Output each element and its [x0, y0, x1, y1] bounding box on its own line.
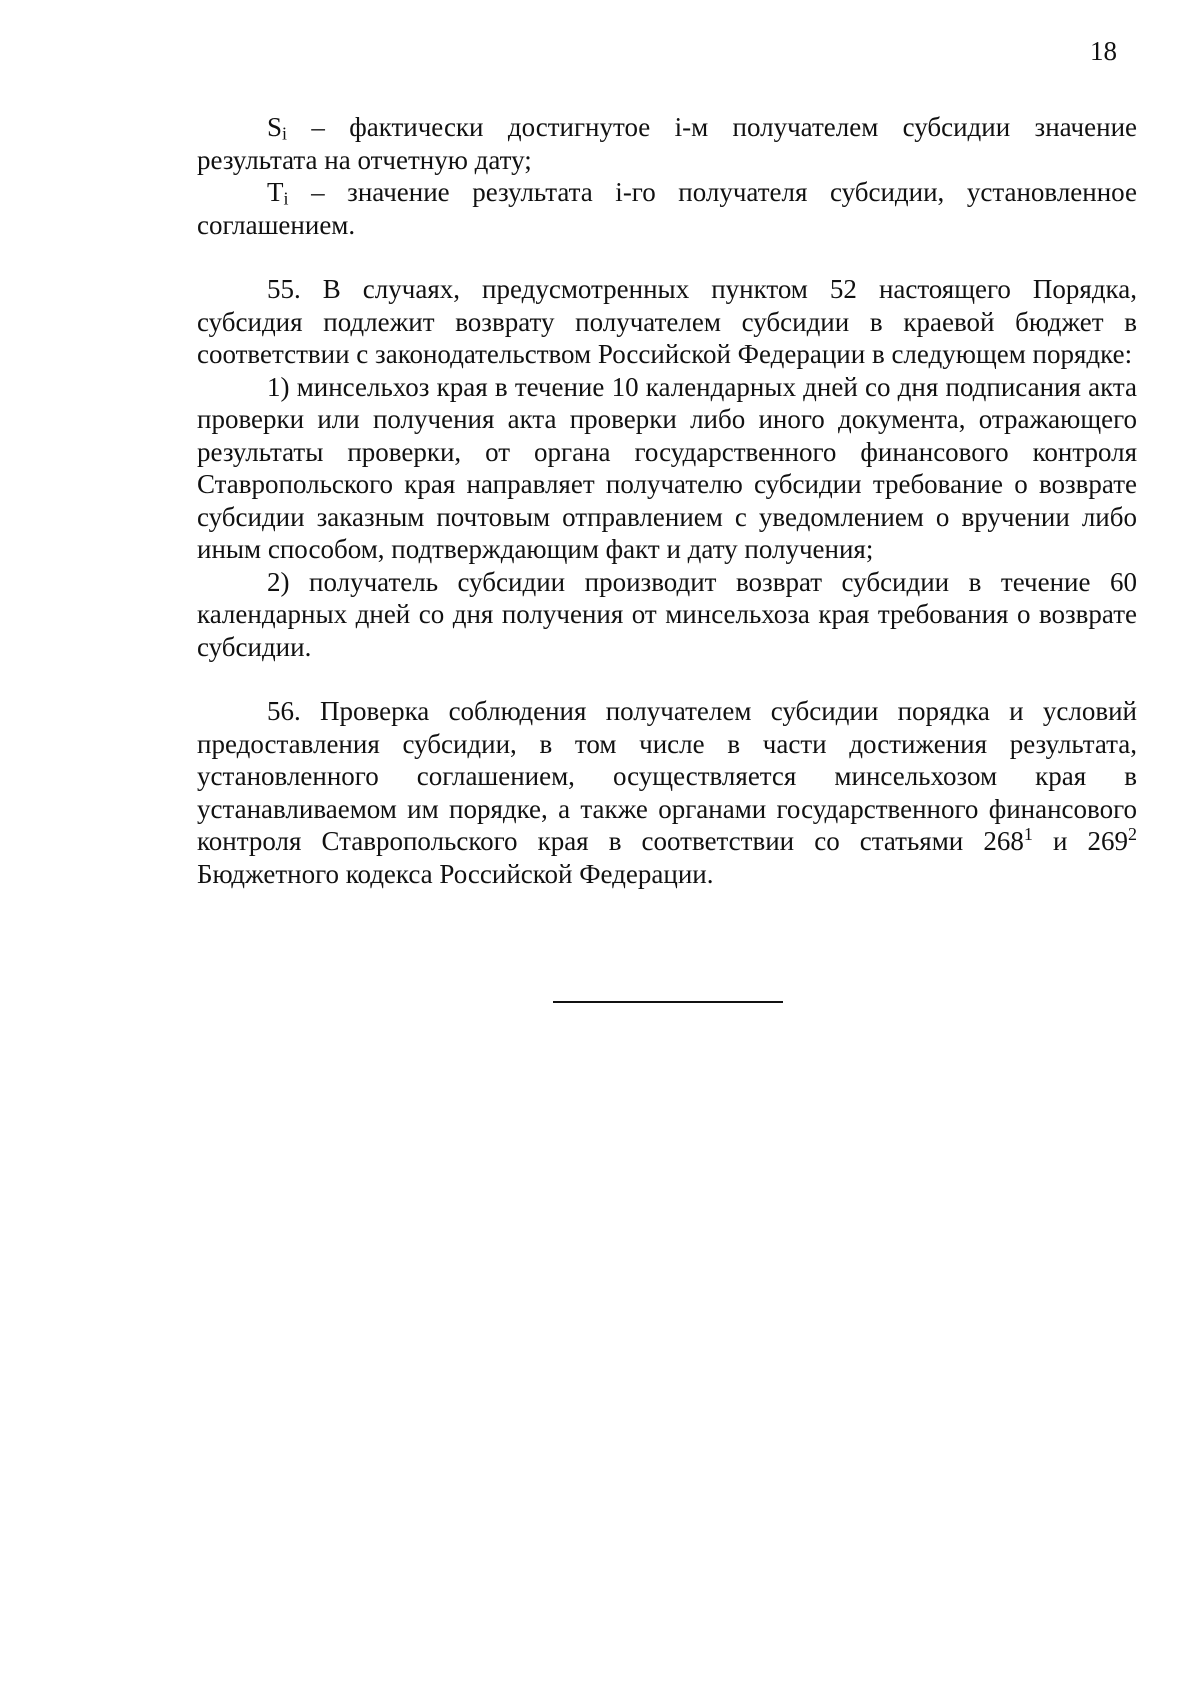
paragraph-gap — [197, 663, 1137, 695]
definition-text: – значение результата i-го получателя субсидии, установленное соглашением. — [197, 177, 1137, 240]
section-55-intro: 55. В случаях, предусмотренных пунктом 52 настоящего Порядка, субсидия подлежит возврату получателем субсидии в краевой бюджет в соответствии с законодательством Российской Федерации в следующем порядке: — [197, 274, 1137, 369]
definition-s — [197, 111, 1137, 176]
paragraph-gap — [197, 241, 1137, 273]
definition-text: – фактически достигнутое i-м получателем субсидии значение результата на отчетную дату; — [197, 112, 1137, 175]
document-body — [197, 111, 1137, 890]
definition-index: i — [282, 123, 288, 144]
section-56-text-middle: и 269 — [1032, 826, 1129, 856]
section-56-text-before: 56. Проверка соблюдения получателем субсидии порядка и условий предоставления субсидии, в том числе в части достижения результата, установленного соглашением, осуществляется минсельхозом края в устанавливаемом им порядке, а также органами государственного финансового контроля Ставропольского края в соответствии со статьями 268 — [197, 696, 1137, 856]
end-rule — [553, 1001, 783, 1003]
page-number: 18 — [1090, 36, 1117, 66]
definition-index: i — [283, 188, 289, 209]
section-56-text-after: Бюджетного кодекса Российской Федерации. — [197, 858, 714, 889]
section-56 — [197, 695, 1137, 890]
definition-symbol: T — [267, 177, 284, 207]
definition-t — [197, 176, 1137, 241]
section-55-item-2: 2) получатель субсидии производит возврат субсидии в течение 60 календарных дней со дня получения от минсельхоза края требования о возврате субсидии. — [197, 566, 1137, 662]
superscript-2: 2 — [1128, 824, 1138, 845]
superscript-1: 1 — [1023, 824, 1033, 845]
section-55-item-1: 1) минсельхоз края в течение 10 календарных дней со дня подписания акта проверки или получения акта проверки либо иного документа, отражающего результаты проверки, от органа государственного финансового контроля Ставропольского края направляет получателю субсидии требование о возврате субсидии заказным почтовым отправлением с уведомлением о вручении либо иным способом, подтверждающим факт и дату получения; — [197, 371, 1137, 564]
definition-symbol: S — [267, 112, 283, 142]
